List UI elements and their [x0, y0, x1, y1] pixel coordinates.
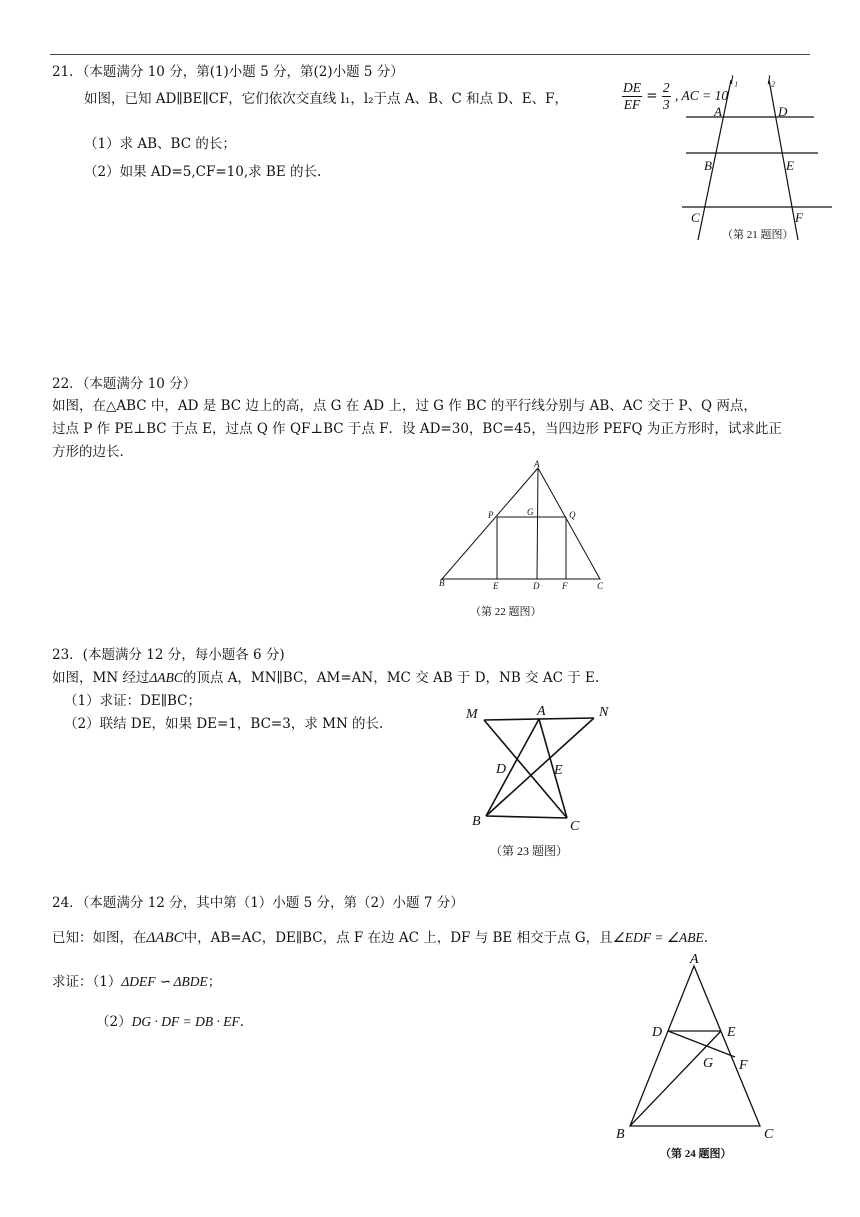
q22-label-f: F — [562, 581, 568, 591]
q21-equals: = — [646, 88, 658, 104]
q21-fraction-de-ef — [622, 80, 642, 113]
q22-line2: 过点 P 作 PE⊥BC 于点 E，过点 Q 作 QF⊥BC 于点 F．设 AD=30，BC=45，当四边形 PEFQ 为正方形时，试求此正 — [52, 421, 782, 437]
q24-line1-text-b: 中，AB=AC，DE∥BC，点 F 在边 AC 上，DF 与 BE 相交于点 G，且 — [183, 930, 613, 946]
q24-label-c: C — [764, 1127, 774, 1142]
q21-ac-value: , AC = 10 — [674, 88, 729, 103]
q21-fraction-2-3 — [662, 80, 671, 113]
q23-label-n: N — [599, 705, 609, 720]
q22-line3: 方形的边长. — [52, 444, 124, 460]
q24-product-equation: DG · DF = DB · EF — [131, 1014, 240, 1029]
q23-title: 23．(本题满分 12 分，每小题各 6 分) — [52, 647, 285, 663]
q23-label-c: C — [570, 819, 580, 834]
q21-part1: （1）求 AB、BC 的长； — [84, 136, 236, 152]
q24-title: 24．（本题满分 12 分，其中第（1）小题 5 分，第（2）小题 7 分） — [52, 895, 464, 911]
q24-label-e: E — [727, 1025, 736, 1040]
q22-altitude-ad — [537, 468, 538, 579]
q24-angle-equation: ∠EDF = ∠ABE — [612, 930, 704, 945]
q23-label-d: D — [496, 762, 507, 777]
header-rule — [50, 54, 810, 55]
q24-part2-label: （2） — [96, 1014, 132, 1030]
q22-label-a: A — [534, 460, 540, 469]
q21-label-b: B — [704, 158, 712, 173]
q23-line-ac — [539, 719, 567, 818]
q21-label-d: D — [778, 104, 788, 119]
q21-label-a: A — [714, 104, 722, 119]
q21-frac1-numerator: DE — [623, 80, 641, 95]
q24-prove1-end: ； — [207, 974, 222, 990]
q22-label-c: C — [597, 581, 604, 591]
q22-label-q: Q — [569, 510, 576, 520]
q22-label-p: P — [488, 510, 494, 520]
q21-figure — [676, 70, 846, 248]
q22-label-b: B — [439, 578, 445, 588]
q23-label-e: E — [554, 763, 563, 778]
q21-frac2-denominator: 3 — [662, 97, 670, 112]
q22-caption: （第 22 题图） — [470, 606, 542, 618]
q24-label-f: F — [739, 1058, 748, 1073]
q21-frac2-numerator: 2 — [662, 80, 670, 95]
q21-part2: （2）如果 AD=5,CF=10,求 BE 的长. — [84, 164, 322, 180]
q22-triangle-abc — [442, 468, 600, 579]
q24-line-df — [668, 1031, 735, 1057]
q23-line-bc — [486, 816, 567, 818]
q24-line1-text-a: 已知：如图，在 — [52, 930, 147, 946]
q23-line1-text-b: 的顶点 A，MN∥BC，AM=AN，MC 交 AB 于 D，NB 交 AC 于 E. — [182, 670, 600, 686]
q21-frac1-denominator: EF — [623, 97, 641, 112]
q21-label-l2: l₂ — [767, 72, 776, 87]
q24-triangle-abc — [630, 966, 760, 1126]
q24-prove1 — [52, 970, 221, 990]
q24-prove-label: 求证：（1） — [52, 974, 122, 990]
q23-caption: （第 23 题图） — [490, 844, 569, 858]
q21-label-c: C — [691, 210, 700, 225]
q24-label-d: D — [652, 1025, 663, 1040]
q24-label-g: G — [703, 1056, 714, 1071]
q23-line-ab — [486, 719, 539, 816]
q22-label-g: G — [527, 507, 534, 517]
q23-label-b: B — [472, 814, 481, 829]
q24-caption: （第 24 题图） — [660, 1148, 732, 1160]
q24-line1-end: . — [703, 930, 708, 946]
q23-label-m: M — [466, 707, 478, 722]
q24-prove2 — [96, 1010, 244, 1030]
q23-part2: （2）联结 DE，如果 DE=1，BC=3，求 MN 的长. — [64, 716, 384, 732]
q23-label-a: A — [537, 704, 546, 719]
q22-label-d: D — [533, 581, 540, 591]
q24-triangle-abc-symbol: ΔABC — [146, 930, 184, 946]
q22-figure — [430, 460, 620, 622]
q24-similarity-statement: ΔDEF ∽ ΔBDE — [121, 974, 208, 989]
q22-line1: 如图，在△ABC 中，AD 是 BC 边上的高，点 G 在 AD 上，过 G 作 BC 的平行线分别与 AB、AC 交于 P、Q 两点， — [52, 398, 757, 414]
q21-caption: （第 21 题图） — [722, 229, 794, 241]
q21-label-l1: l₁ — [730, 72, 739, 87]
q21-stem-text: 如图，已知 AD∥BE∥CF，它们依次交直线 l₁，l₂于点 A、B、C 和点 D、E、F， — [84, 91, 568, 107]
q24-line-be — [630, 1031, 721, 1126]
q24-label-b: B — [616, 1127, 625, 1142]
q21-stem — [84, 90, 568, 108]
q23-line1 — [52, 666, 599, 686]
q22-label-e: E — [493, 581, 499, 591]
q24-line1 — [52, 926, 708, 947]
q23-figure — [460, 700, 610, 862]
q23-triangle-abc-symbol: ΔABC — [149, 670, 183, 685]
q23-line1-text-a: 如图，MN 经过 — [52, 670, 150, 686]
q23-part1: （1）求证：DE∥BC； — [64, 693, 202, 709]
q21-title: 21．（本题满分 10 分，第(1)小题 5 分，第(2)小题 5 分） — [52, 64, 404, 80]
q24-label-a: A — [690, 952, 699, 967]
q21-label-f: F — [795, 210, 803, 225]
q24-prove2-end: . — [239, 1014, 244, 1030]
q22-title: 22．（本题满分 10 分） — [52, 376, 197, 392]
q21-label-e: E — [786, 158, 794, 173]
q24-figure — [610, 950, 790, 1165]
